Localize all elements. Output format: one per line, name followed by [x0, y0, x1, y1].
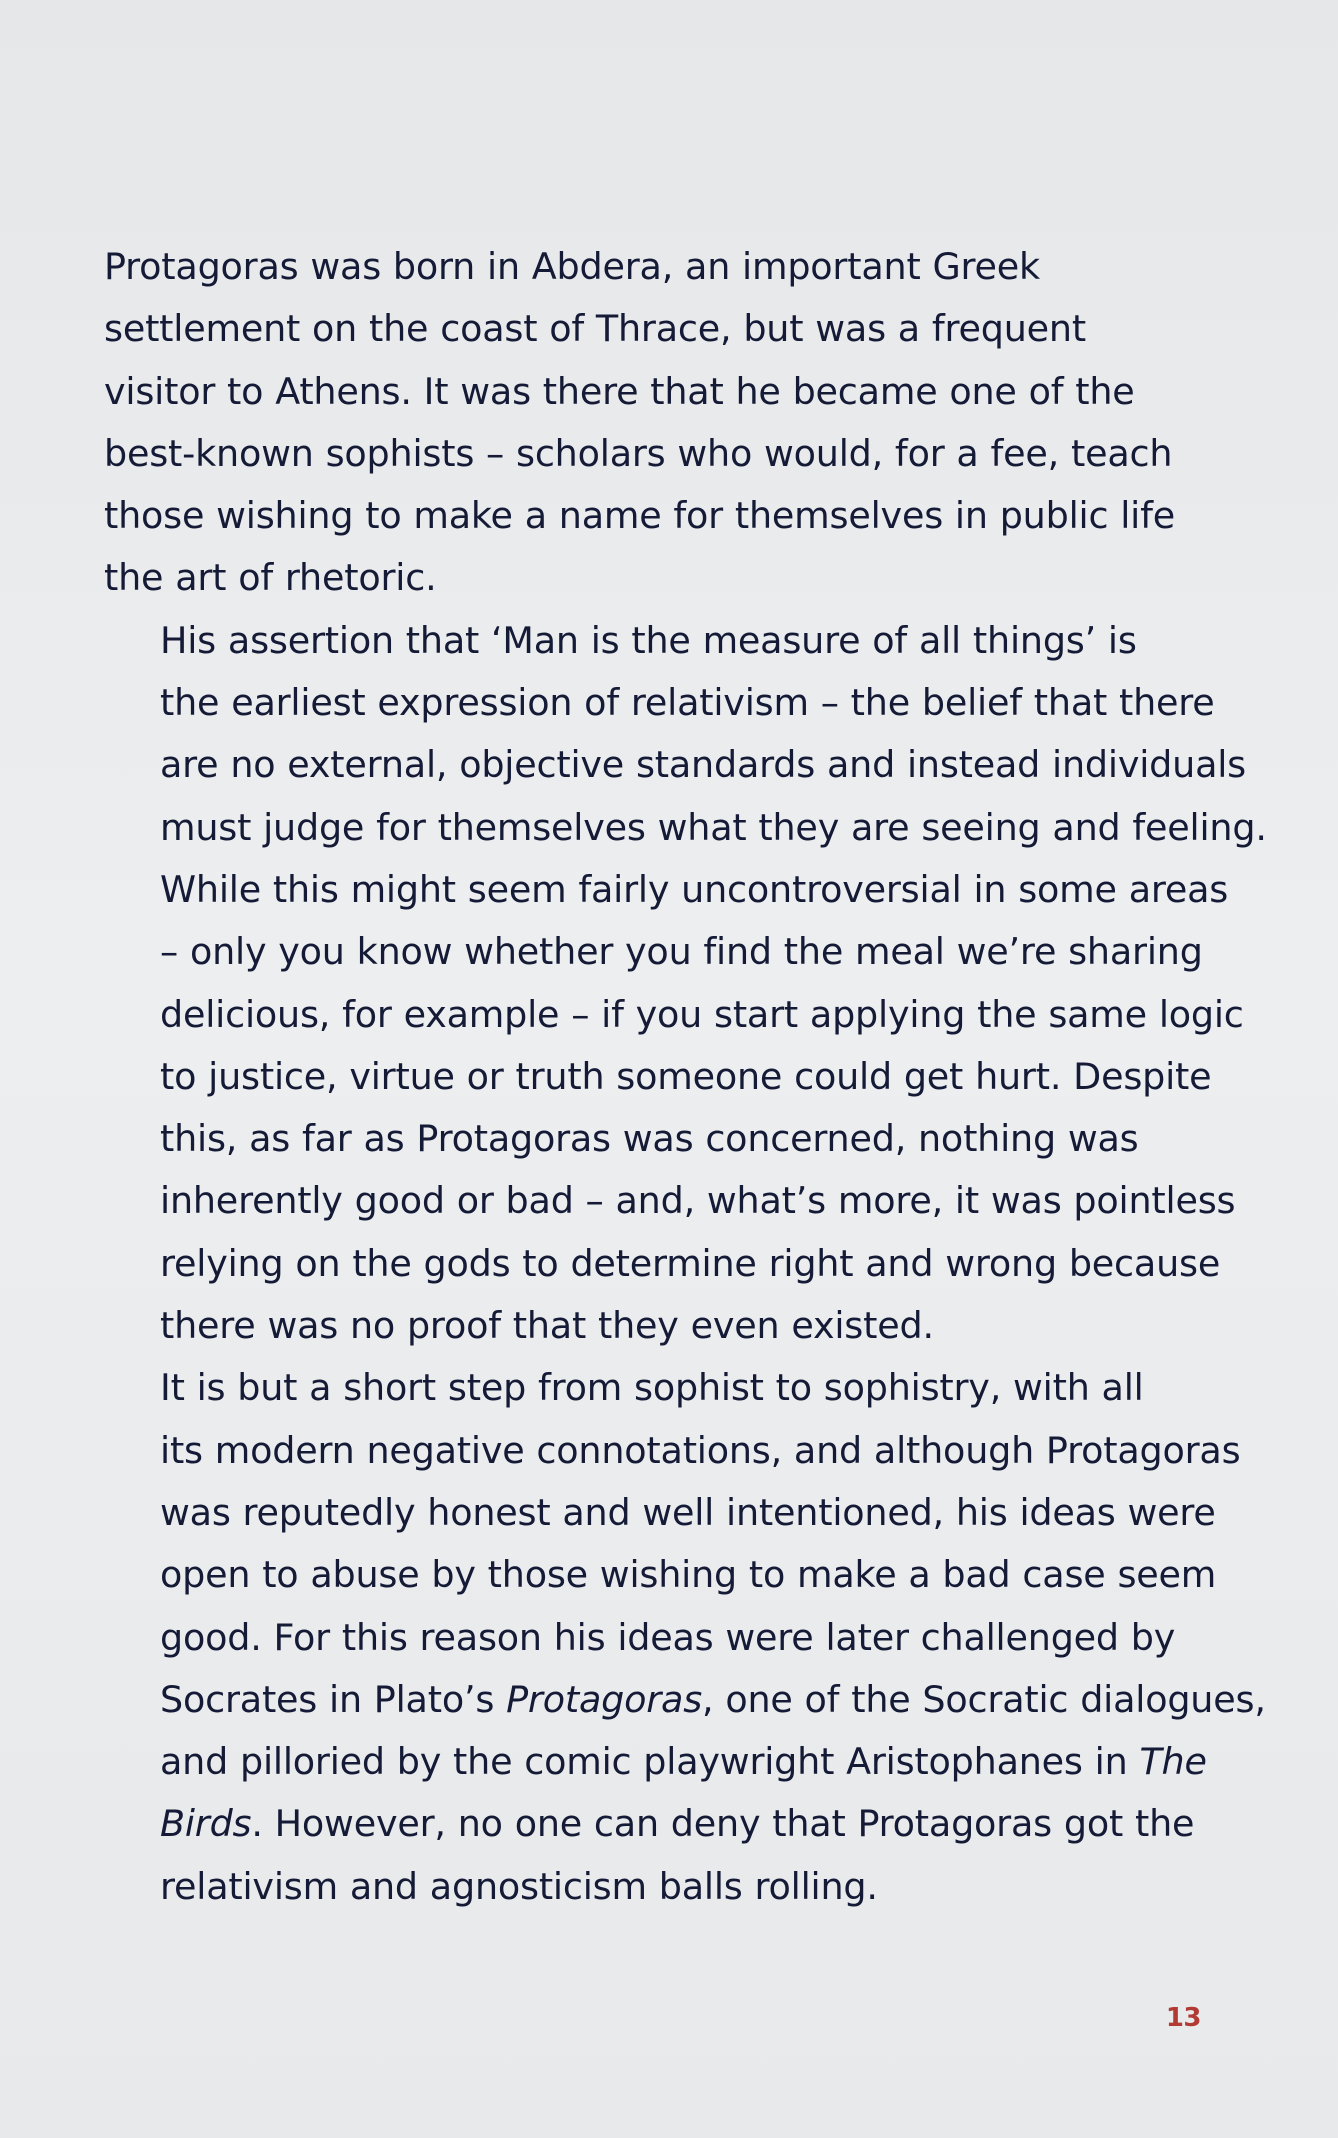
text-line: It is but a short step from sophist to sophistry, with all: [160, 1366, 1144, 1410]
text-line: there was no proof that they even existed.: [160, 1304, 934, 1348]
text-line: its modern negative connotations, and although Protagoras: [160, 1428, 1241, 1472]
text-run: Socrates in Plato’s: [160, 1677, 507, 1721]
paragraph-2: [104, 610, 1267, 1358]
work-title-protagoras: Protagoras: [506, 1677, 703, 1721]
text-line: Protagoras was born in Abdera, an important Greek: [104, 245, 1040, 288]
text-line: His assertion that ‘Man is the measure of all things’ is: [160, 618, 1137, 662]
work-title-the-birds-part-2: Birds: [160, 1802, 252, 1846]
text-line: delicious, for example – if you start applying the same logic: [160, 992, 1244, 1036]
text-run: . However, no one can deny that Protagoras got the: [251, 1802, 1195, 1846]
text-line: best-known sophists – scholars who would, for a fee, teach: [104, 431, 1173, 475]
text-line: relativism and agnosticism balls rolling.: [160, 1864, 878, 1908]
text-line: this, as far as Protagoras was concerned, nothing was: [160, 1117, 1139, 1161]
text-line-socrates: [104, 1669, 1266, 1731]
text-line: relying on the gods to determine right and wrong because: [160, 1241, 1221, 1285]
text-line: to justice, virtue or truth someone could get hurt. Despite: [160, 1054, 1212, 1098]
text-line: the earliest expression of relativism – the belief that there: [160, 681, 1215, 725]
page-number: 13: [1165, 2003, 1201, 2033]
text-line: must judge for themselves what they are seeing and feeling.: [160, 805, 1267, 849]
text-line: good. For this reason his ideas were later challenged by: [160, 1615, 1176, 1659]
text-line: those wishing to make a name for themselves in public life: [104, 494, 1176, 538]
paragraph-3: [104, 1357, 1266, 1918]
text-line: are no external, objective standards and instead individuals: [160, 743, 1247, 787]
text-run: and pilloried by the comic playwright Aristophanes in: [160, 1740, 1140, 1784]
work-title-the-birds-part-1: The: [1139, 1740, 1207, 1784]
text-line: open to abuse by those wishing to make a bad case seem: [160, 1553, 1217, 1597]
text-line: visitor to Athens. It was there that he became one of the: [104, 369, 1135, 413]
text-line: While this might seem fairly uncontroversial in some areas: [160, 867, 1229, 911]
text-line: inherently good or bad – and, what’s more, it was pointless: [160, 1179, 1236, 1223]
text-run: , one of the Socratic dialogues,: [702, 1677, 1266, 1721]
body-text: [104, 236, 1267, 1918]
paragraph-1: [104, 236, 1184, 610]
text-line: was reputedly honest and well intentioned, his ideas were: [160, 1490, 1216, 1534]
text-line: the art of rhetoric.: [104, 556, 437, 600]
text-line: – only you know whether you find the meal we’re sharing: [160, 930, 1203, 974]
text-line: settlement on the coast of Thrace, but was a frequent: [104, 307, 1086, 351]
text-line-aristophanes: [104, 1731, 1207, 1793]
text-line-birds: [104, 1793, 1195, 1855]
